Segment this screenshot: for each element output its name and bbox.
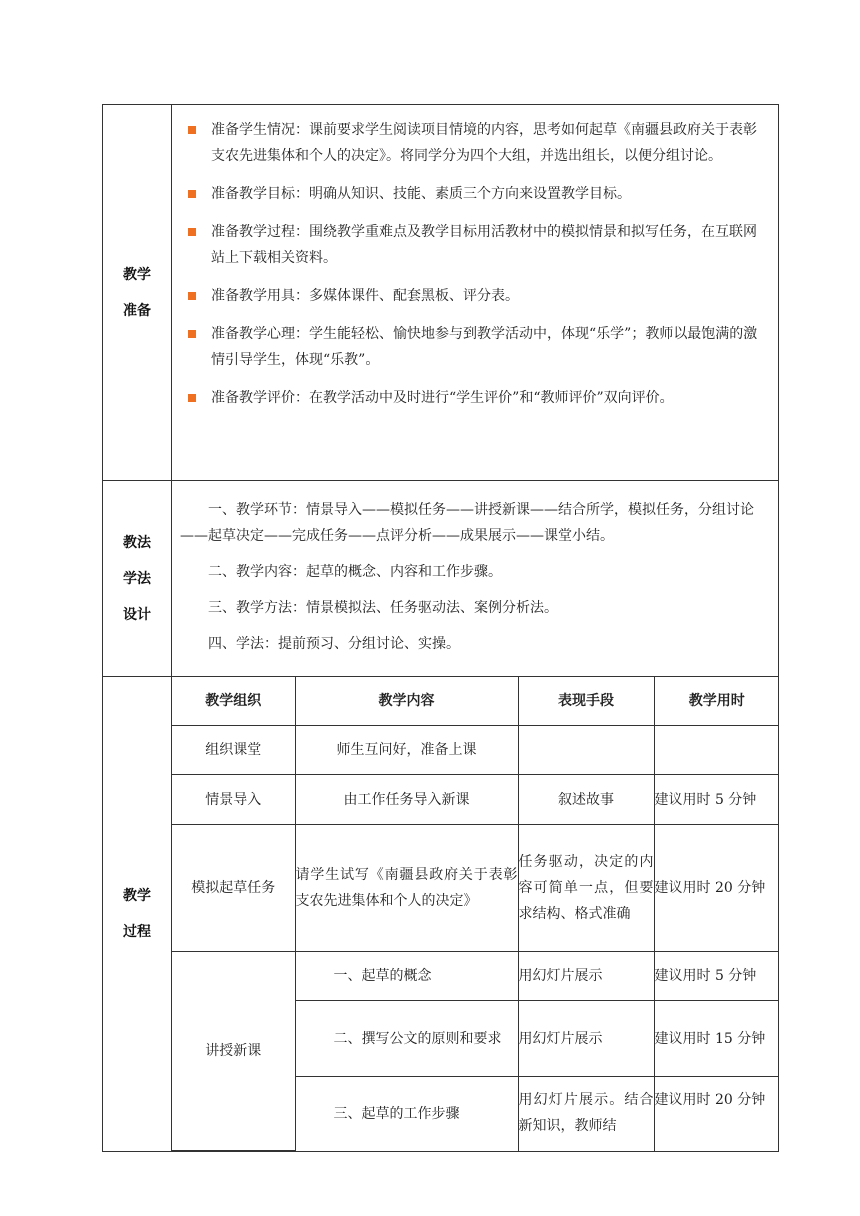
table-row xyxy=(172,952,779,1001)
method-paragraph: 三、教学方法：情景模拟法、任务驱动法、案例分析法。 xyxy=(208,600,558,616)
square-bullet-icon xyxy=(188,228,196,236)
lesson-plan-table xyxy=(102,104,779,1152)
prep-content xyxy=(172,105,779,481)
cell-time: 建议用时 15 分钟 xyxy=(654,1001,779,1077)
method-label xyxy=(103,481,172,677)
prep-label-line2: 准备 xyxy=(123,302,151,319)
cell-org: 模拟起草任务 xyxy=(172,825,295,952)
prep-label xyxy=(103,105,172,481)
method-paragraph: 一、教学环节：情景导入——模拟任务——讲授新课——结合所学，模拟任务，分组讨论——起草决定——完成任务——点评分析——成果展示——课堂小结。 xyxy=(180,502,754,544)
header-means: 表现手段 xyxy=(518,677,654,726)
prep-item-text: 准备教学过程：围绕教学重难点及教学目标用活教材中的模拟情景和拟写任务，在互联网站上下载相关资料。 xyxy=(211,224,757,266)
prep-list xyxy=(180,117,770,411)
cell-org: 讲授新课 xyxy=(172,952,295,1151)
cell-time: 建议用时 20 分钟 xyxy=(654,825,779,952)
cell-content: 师生互问好，准备上课 xyxy=(295,726,518,775)
process-label xyxy=(103,677,172,1152)
prep-item xyxy=(180,385,770,411)
prep-item-text: 准备教学目标：明确从知识、技能、素质三个方向来设置教学目标。 xyxy=(211,186,631,202)
cell-org: 情景导入 xyxy=(172,775,295,825)
prep-item-text: 准备教学用具：多媒体课件、配套黑板、评分表。 xyxy=(211,288,519,304)
prep-item-text: 准备教学评价：在教学活动中及时进行“学生评价”和“教师评价”双向评价。 xyxy=(211,390,674,406)
header-time: 教学用时 xyxy=(654,677,779,726)
cell-means: 叙述故事 xyxy=(518,775,654,825)
method-paragraph: 二、教学内容：起草的概念、内容和工作步骤。 xyxy=(208,564,502,580)
cell-time xyxy=(654,726,779,775)
cell-time: 建议用时 20 分钟 xyxy=(654,1077,779,1151)
process-table xyxy=(172,677,779,1151)
table-row xyxy=(172,775,779,825)
cell-means xyxy=(518,726,654,775)
square-bullet-icon xyxy=(188,126,196,134)
method-label-line2: 学法 xyxy=(123,570,151,587)
header-org: 教学组织 xyxy=(172,677,295,726)
table-row xyxy=(172,825,779,952)
cell-means: 用幻灯片展示 xyxy=(518,1001,654,1077)
cell-time: 建议用时 5 分钟 xyxy=(654,952,779,1001)
table-row xyxy=(172,726,779,775)
header-content: 教学内容 xyxy=(295,677,518,726)
cell-content: 二、撰写公文的原则和要求 xyxy=(295,1001,518,1077)
cell-means: 用幻灯片展示 xyxy=(518,952,654,1001)
cell-org: 组织课堂 xyxy=(172,726,295,775)
cell-means: 用幻灯片展示。结合新知识，教师结 xyxy=(518,1077,654,1151)
process-label-line2: 过程 xyxy=(123,924,151,940)
cell-content: 一、起草的概念 xyxy=(295,952,518,1001)
square-bullet-icon xyxy=(188,394,196,402)
process-content xyxy=(172,677,779,1152)
prep-item-text: 准备学生情况：课前要求学生阅读项目情境的内容，思考如何起草《南疆县政府关于表彰支农先进集体和个人的决定》。将同学分为四个大组，并选出组长，以便分组讨论。 xyxy=(211,122,757,164)
method-content xyxy=(172,481,779,677)
cell-content: 请学生试写《南疆县政府关于表彰支农先进集体和个人的决定》 xyxy=(295,825,518,952)
cell-content: 三、起草的工作步骤 xyxy=(295,1077,518,1151)
process-label-line1: 教学 xyxy=(123,888,151,904)
prep-section xyxy=(103,105,779,481)
prep-item xyxy=(180,321,770,373)
cell-means: 任务驱动，决定的内容可简单一点，但要求结构、格式准确 xyxy=(518,825,654,952)
prep-item xyxy=(180,181,770,207)
prep-item xyxy=(180,219,770,271)
square-bullet-icon xyxy=(188,292,196,300)
square-bullet-icon xyxy=(188,190,196,198)
cell-content: 由工作任务导入新课 xyxy=(295,775,518,825)
method-section xyxy=(103,481,779,677)
method-label-line3: 设计 xyxy=(123,606,151,623)
cell-time: 建议用时 5 分钟 xyxy=(654,775,779,825)
process-section xyxy=(103,677,779,1152)
process-header-row xyxy=(172,677,779,726)
prep-item xyxy=(180,283,770,309)
square-bullet-icon xyxy=(188,330,196,338)
prep-item-text: 准备教学心理：学生能轻松、愉快地参与到教学活动中，体现“乐学”；教师以最饱满的激情引导学生，体现“乐教”。 xyxy=(211,326,758,368)
method-paragraph: 四、学法：提前预习、分组讨论、实操。 xyxy=(208,636,460,652)
prep-item xyxy=(180,117,770,169)
prep-label-line1: 教学 xyxy=(123,266,151,283)
method-label-line1: 教法 xyxy=(123,534,151,551)
